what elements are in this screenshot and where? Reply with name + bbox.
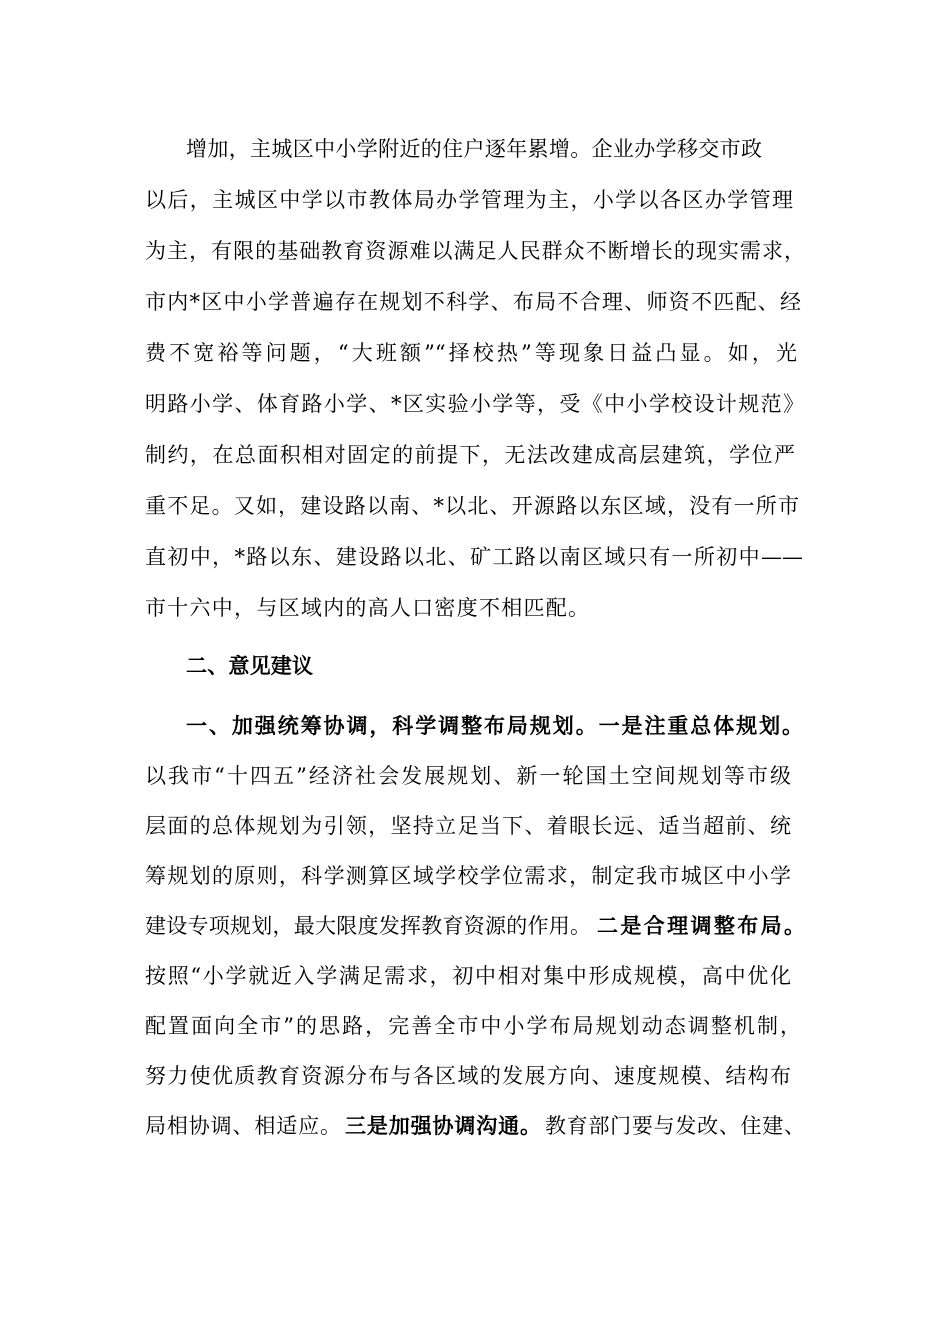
- text-line: [0, 1058, 950, 1094]
- text-line: [0, 1008, 950, 1044]
- text-segment: 以后，主城区中学以市教体局办学管理为主，小学以各区办学管理: [145, 188, 793, 212]
- text-segment: 配置面向全市”的思路，完善全市中小学布局规划动态调整机制，: [145, 1014, 801, 1038]
- text-line: [0, 233, 950, 269]
- bold-lead-segment: 二是合理调整布局。: [597, 913, 805, 938]
- bold-lead-segment: 三是加强协调沟通。: [345, 1113, 541, 1138]
- text-segment: 费不宽裕等问题，“大班额”“择校热”等现象日益凸显。如，光: [145, 341, 797, 365]
- text-segment: 按照“小学就近入学满足需求，初中相对集中形成规模，高中优化: [145, 964, 791, 988]
- text-segment: 明路小学、体育路小学、*区实验小学等，受《中小学校设计规范》: [145, 392, 804, 416]
- text-segment: 为主，有限的基础教育资源难以满足人民群众不断增长的现实需求，: [145, 239, 805, 263]
- text-line: [0, 758, 950, 794]
- text-segment: 市十六中，与区域内的高人口密度不相匹配。: [145, 596, 589, 620]
- text-segment: 建设专项规划，最大限度发挥教育资源的作用。: [145, 914, 591, 938]
- text-segment: 局相协调、相适应。: [145, 1114, 341, 1138]
- text-line: [0, 131, 950, 167]
- text-segment: 层面的总体规划为引领，坚持立足当下、着眼长远、适当超前、统: [145, 814, 791, 838]
- text-line: [0, 1108, 950, 1144]
- text-segment: 增加，主城区中小学附近的住户逐年累增。企业办学移交市政: [186, 137, 762, 161]
- text-line: [0, 808, 950, 844]
- heading-text: 二、意见建议: [186, 653, 313, 678]
- text-segment: 筹规划的原则，科学测算区域学校学位需求，制定我市城区中小学: [145, 864, 791, 888]
- text-line: [0, 858, 950, 894]
- text-line: [0, 590, 950, 626]
- text-segment: 制约，在总面积相对固定的前提下，无法改建成高层建筑，学位严: [145, 443, 795, 467]
- text-line: [0, 386, 950, 422]
- bold-heading-segment: 一、加强统筹协调，科学调整布局规划。一是注重总体规划。: [186, 713, 803, 738]
- text-line: [0, 488, 950, 524]
- text-line: [0, 182, 950, 218]
- text-segment: 市内*区中小学普遍存在规划不科学、布局不合理、师资不匹配、经: [145, 290, 801, 314]
- text-line: [0, 958, 950, 994]
- text-segment: 直初中，*路以东、建设路以北、矿工路以南区域只有一所初中——: [145, 545, 803, 569]
- text-line: [0, 437, 950, 473]
- text-line: [0, 708, 950, 744]
- text-segment: 重不足。又如，建设路以南、*以北、开源路以东区域，没有一所市: [145, 494, 799, 518]
- text-line: [0, 284, 950, 320]
- text-line: [0, 539, 950, 575]
- text-segment: 教育部门要与发改、住建、: [545, 1114, 805, 1138]
- text-line: [0, 908, 950, 944]
- text-segment: 努力使优质教育资源分布与各区域的发展方向、速度规模、结构布: [145, 1064, 791, 1088]
- text-line: [0, 335, 950, 371]
- section-heading: [0, 648, 950, 684]
- text-segment: 以我市“十四五”经济社会发展规划、新一轮国土空间规划等市级: [145, 764, 791, 788]
